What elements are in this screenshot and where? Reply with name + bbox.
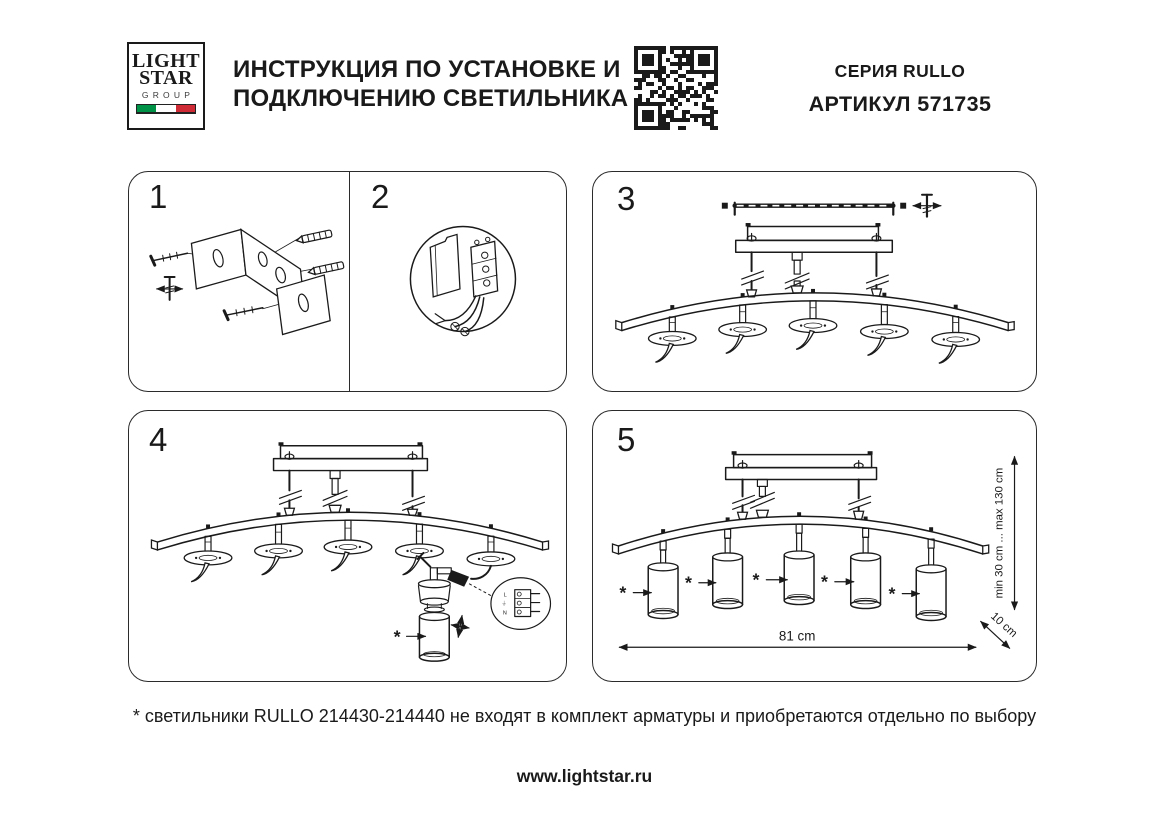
terminal-block xyxy=(471,237,498,297)
title-line-2: ПОДКЛЮЧЕНИЮ СВЕТИЛЬНИКА xyxy=(233,85,629,112)
cable xyxy=(471,566,491,579)
mounting-plate xyxy=(726,468,877,480)
junction-box-cover xyxy=(430,234,460,296)
pendant-lamp xyxy=(713,529,743,608)
wall-anchor xyxy=(296,230,332,244)
step-3-drawing xyxy=(593,172,1036,391)
page-title xyxy=(233,55,628,113)
footnote: * светильники RULLO 214430-214440 не входят в комплект арматуры и приобретаются отдельно по выбору xyxy=(132,706,1037,726)
spot-holder xyxy=(932,317,980,364)
threaded-rod xyxy=(849,479,871,519)
panel-step-5 xyxy=(592,410,1037,682)
wiring-detail xyxy=(410,227,515,336)
terminal-label-earth: ⏚ xyxy=(501,601,507,608)
asterisk-marker: * xyxy=(888,583,896,604)
spot-holder xyxy=(184,536,232,581)
step-number-4: 4 xyxy=(149,421,168,458)
spot-holder xyxy=(719,305,767,353)
spot-holder xyxy=(789,301,837,350)
canopy xyxy=(736,223,893,252)
dimension-depth xyxy=(981,610,1019,648)
logo-word-light: LIGHT xyxy=(131,50,201,72)
pendant-lamp xyxy=(916,539,946,620)
asterisk-marker: * xyxy=(393,626,401,647)
screw-direction-icon xyxy=(157,277,183,300)
canopy xyxy=(274,442,428,470)
product-info xyxy=(780,61,1020,117)
threaded-rod xyxy=(403,471,425,516)
asterisk-pointers xyxy=(619,570,919,604)
asterisk-marker: * xyxy=(752,569,760,590)
threaded-rod xyxy=(750,479,774,517)
screw xyxy=(151,252,188,265)
pendant-lamp xyxy=(784,524,814,604)
lightstar-logo xyxy=(127,42,205,130)
ceiling-bracket-bar xyxy=(722,203,906,215)
step-number-1: 1 xyxy=(149,178,168,215)
spot-holder xyxy=(861,305,909,356)
screw xyxy=(224,307,263,320)
spot-holder xyxy=(324,520,372,571)
steps-1-2-drawing xyxy=(129,172,566,391)
canopy xyxy=(726,451,877,479)
spot-holder xyxy=(396,524,444,575)
threaded-rod xyxy=(867,252,889,296)
step-number-5: 5 xyxy=(617,421,636,458)
step-4-drawing xyxy=(129,411,566,681)
mounting-plate xyxy=(736,240,893,252)
threaded-rod xyxy=(733,479,755,519)
threaded-rod xyxy=(323,471,347,513)
threaded-rod xyxy=(280,471,302,516)
spot-holder xyxy=(255,524,303,574)
pendant-lamp xyxy=(648,541,678,618)
dimension-width-label: 81 cm xyxy=(778,628,816,644)
flag-red-stripe xyxy=(176,105,195,112)
dimension-height-label: min 30 cm ... max 130 cm xyxy=(993,467,1006,599)
qr-code xyxy=(631,43,721,133)
article-number: АРТИКУЛ 571735 xyxy=(808,92,992,116)
step-number-2: 2 xyxy=(371,178,390,215)
dimension-depth-label: 10 cm xyxy=(988,610,1020,641)
asterisk-marker: * xyxy=(619,582,627,603)
threaded-rod xyxy=(785,252,809,293)
mounting-plate xyxy=(274,459,428,471)
website-url: www.lightstar.ru xyxy=(516,766,653,786)
asterisk-marker: * xyxy=(820,571,828,592)
logo-word-group: GROUP xyxy=(141,90,195,100)
spot-holder xyxy=(649,317,697,362)
dimension-height xyxy=(994,457,1015,610)
pendant-lamp xyxy=(851,528,881,608)
dimension-width xyxy=(619,628,975,647)
asterisk-marker: * xyxy=(684,572,692,593)
flag-white-stripe xyxy=(156,105,175,112)
terminal-label-n: N xyxy=(502,610,507,617)
panel-step-3 xyxy=(592,171,1037,392)
screw-direction-icon xyxy=(913,195,941,217)
lamp-attachment xyxy=(394,553,551,661)
threaded-rod xyxy=(742,252,764,297)
italian-flag xyxy=(136,104,196,114)
mounting-bracket xyxy=(187,229,330,334)
flag-green-stripe xyxy=(137,105,156,112)
step-5-drawing xyxy=(593,411,1036,681)
panel-step-4 xyxy=(128,410,567,682)
panel-steps-1-2 xyxy=(128,171,567,392)
terminal-label-l: L xyxy=(503,592,507,599)
logo-word-star: STAR xyxy=(139,67,193,89)
step-number-3: 3 xyxy=(617,180,636,217)
wall-anchor xyxy=(308,262,344,276)
title-line-1: ИНСТРУКЦИЯ ПО УСТАНОВКЕ И xyxy=(233,56,621,83)
series-label: СЕРИЯ RULLO xyxy=(834,61,966,81)
lamp-holder-cap xyxy=(418,580,450,612)
move-arrows-icon xyxy=(449,614,470,639)
terminal-detail xyxy=(491,578,551,630)
